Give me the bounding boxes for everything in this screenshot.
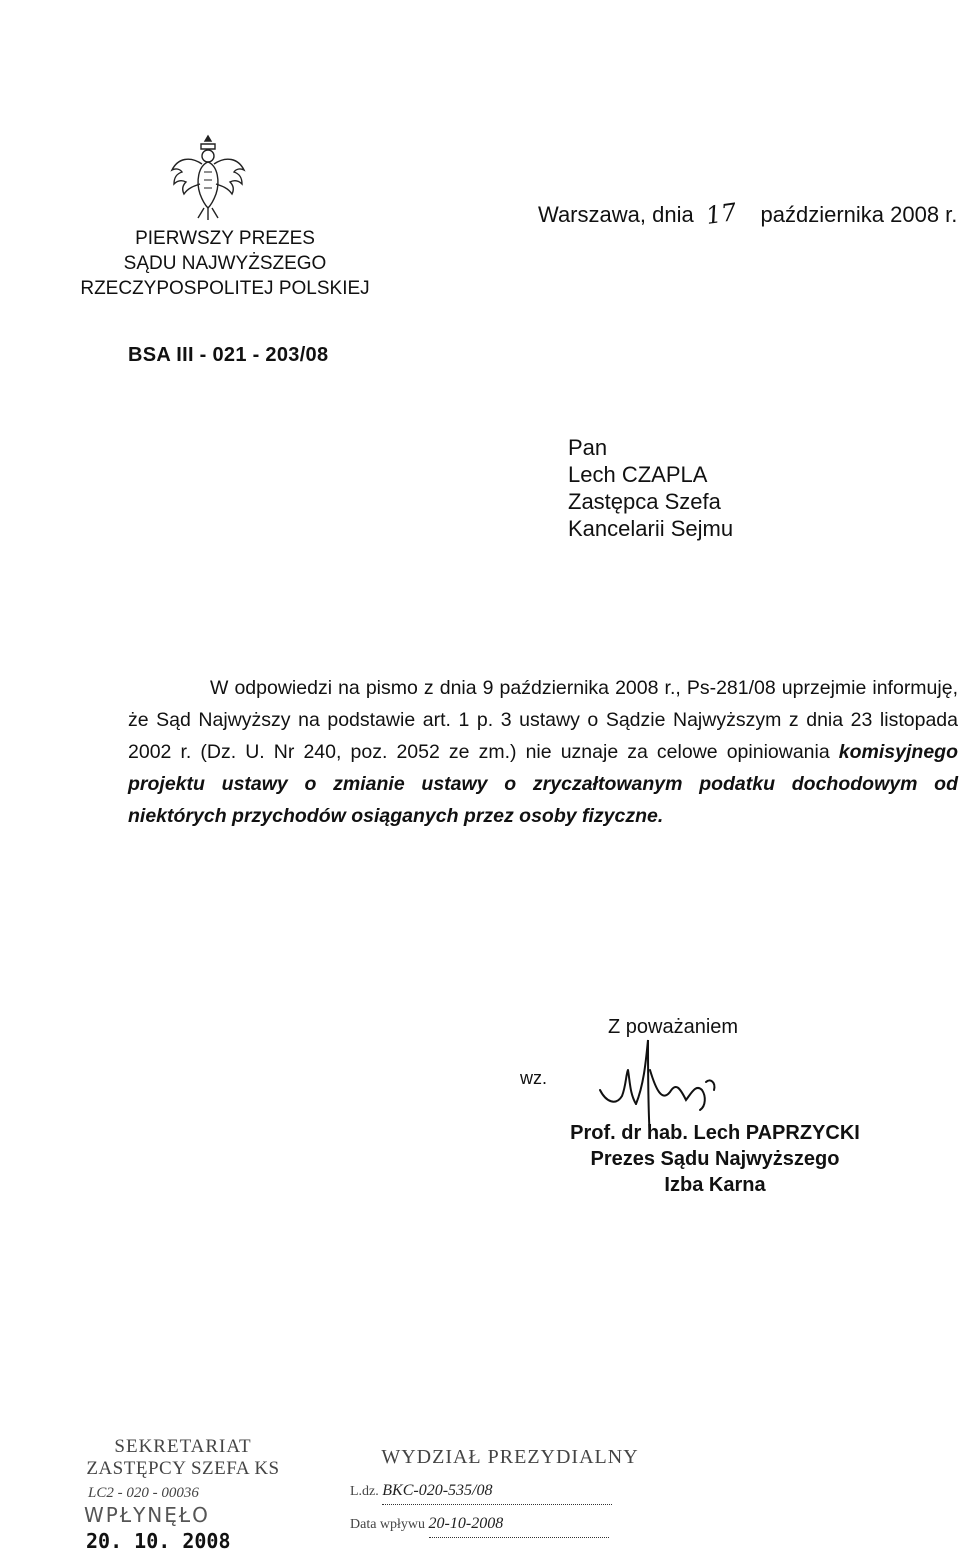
date-prefix: Warszawa, dnia <box>538 202 694 227</box>
letter-body <box>128 672 958 832</box>
stamp-right-ldz-label: L.dz. <box>350 1484 379 1499</box>
body-text: W odpowiedzi na pismo z dnia 9 października 2008 r., Ps-281/08 uprzejmie informuję, że Sąd Najwyższy na podstawie art. 1 p. 3 ustawy o Sądzie Najwyższym z dnia 23 listopada 2002 r. (Dz. U. Nr 240, poz. 2052 ze zm.) nie uznaje za celowe opiniowania <box>128 677 958 763</box>
stamp-right-line-1: WYDZIAŁ PREZYDIALNY <box>381 1446 639 1468</box>
signatory-block <box>520 1120 910 1198</box>
receipt-stamp-presidium <box>350 1444 670 1538</box>
recipient-line-4: Kancelarii Sejmu <box>568 516 734 541</box>
recipient-line-2: Lech CZAPLA <box>568 462 708 487</box>
signatory-title-2: Izba Karna <box>664 1174 766 1196</box>
stamp-right-data-label: Data wpływu <box>350 1517 426 1532</box>
stamp-left-line-2: ZASTĘPCY SZEFA KS <box>86 1458 280 1479</box>
date-day-handwritten: 17 <box>704 198 739 230</box>
stamp-right-ldz-row <box>350 1478 670 1505</box>
stamp-left-status: WPŁYNĘŁO <box>84 1503 210 1527</box>
stamp-left-line-1: SEKRETARIAT <box>114 1436 252 1457</box>
reference-number: BSA III - 021 - 203/08 <box>128 344 329 366</box>
signatory-name: Prof. dr hab. Lech PAPRZYCKI <box>570 1122 860 1144</box>
stamp-right-data-value: 20-10-2008 <box>429 1511 609 1538</box>
closing: Z poważaniem <box>608 1016 739 1038</box>
recipient-line-3: Zastępca Szefa <box>568 489 721 514</box>
stamp-right-ldz-value: BKC-020-535/08 <box>382 1478 612 1505</box>
polish-eagle-emblem-icon <box>168 132 248 222</box>
signatory-title-1: Prezes Sądu Najwyższego <box>590 1148 840 1170</box>
recipient-address <box>568 434 733 542</box>
body-emphasis: komisyjnego projektu ustawy o zmianie ustawy o zryczałtowanym podatku dochodowym od niektórych przychodów osiąganych przez osoby fizyczne. <box>128 741 958 827</box>
issuer-header <box>40 226 410 301</box>
wz-label: wz. <box>520 1068 547 1088</box>
recipient-line-1: Pan <box>568 435 608 460</box>
stamp-left-number: LC2 - 020 - 00036 <box>88 1485 199 1501</box>
issuer-line-3: RZECZYPOSPOLITEJ POLSKIEJ <box>80 278 370 299</box>
stamp-right-data-row <box>350 1511 670 1538</box>
letter-date <box>538 200 957 228</box>
date-suffix: października 2008 r. <box>760 202 958 227</box>
receipt-stamp-secretariat <box>48 1436 318 1552</box>
issuer-line-2: SĄDU NAJWYŻSZEGO <box>123 253 327 274</box>
stamp-left-date: 20. 10. 2008 <box>86 1529 231 1553</box>
issuer-line-1: PIERWSZY PREZES <box>135 228 315 249</box>
